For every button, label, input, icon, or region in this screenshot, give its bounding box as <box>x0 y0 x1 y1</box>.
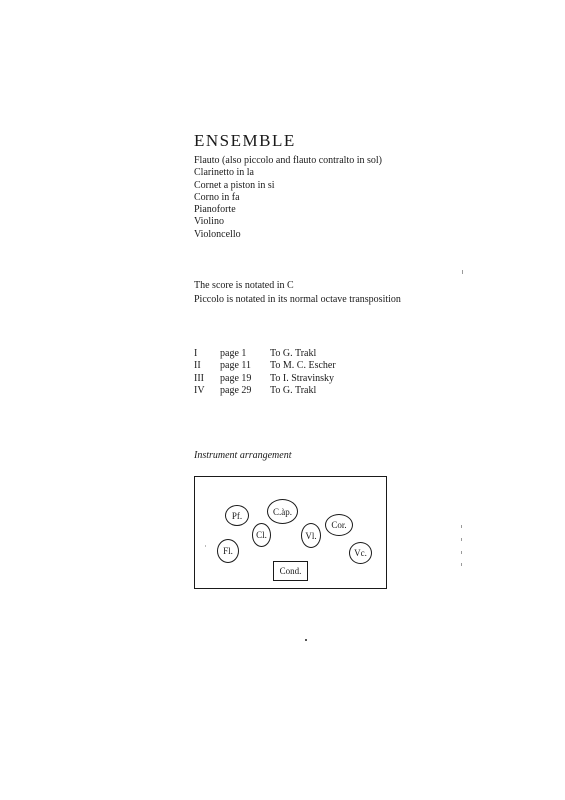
instrument-item: Clarinetto in la <box>194 167 254 179</box>
scan-speck <box>461 525 462 528</box>
movement-numeral: III <box>194 372 204 384</box>
scan-speck <box>461 551 462 554</box>
movement-dedication: To G. Trakl <box>270 384 317 396</box>
flute-seat: Fl. <box>217 539 239 563</box>
instrument-item: Corno in fa <box>194 191 240 203</box>
movement-dedication: To M. C. Escher <box>270 360 336 372</box>
clarinet-seat: Cl. <box>252 523 271 547</box>
cello-seat: Vc. <box>349 542 372 564</box>
stage-diagram <box>194 476 387 589</box>
scan-speck <box>461 538 462 541</box>
scan-speck <box>461 563 462 566</box>
instrument-item: Violoncello <box>194 228 241 240</box>
movement-dedication: To G. Trakl <box>270 348 317 359</box>
notation-note: The score is notated in C <box>194 280 294 291</box>
horn-seat: Cor. <box>325 514 353 536</box>
movement-page: page 11 <box>220 360 252 372</box>
scan-speck <box>305 639 307 641</box>
piano-seat: Pf. <box>225 505 249 526</box>
scan-speck <box>205 545 206 547</box>
movement-numeral: I <box>194 348 198 359</box>
scan-speck <box>462 270 463 274</box>
movement-numeral: IV <box>194 384 205 396</box>
movement-page: page 29 <box>220 384 252 396</box>
instrument-item: Cornet a piston in si <box>194 179 275 191</box>
movement-page: page 19 <box>220 372 252 384</box>
notation-notes <box>194 279 401 306</box>
instrument-item: Pianoforte <box>194 204 236 216</box>
conductor-podium: Cond. <box>273 561 308 581</box>
instrument-item: Violino <box>194 216 224 228</box>
cornet-seat: C.àp. <box>267 499 298 524</box>
instrument-list <box>194 155 382 241</box>
violin-seat: Vl. <box>301 523 321 548</box>
instrument-item: Flauto (also piccolo and flauto contralto in sol) <box>194 155 383 166</box>
notation-note: Piccolo is notated in its normal octave transposition <box>194 293 401 305</box>
movement-page: page 1 <box>220 348 247 359</box>
movement-numeral: II <box>194 360 201 372</box>
arrangement-caption: Instrument arrangement <box>194 450 292 461</box>
ensemble-heading: ENSEMBLE <box>194 131 296 150</box>
movement-dedication: To I. Stravinsky <box>270 372 335 384</box>
